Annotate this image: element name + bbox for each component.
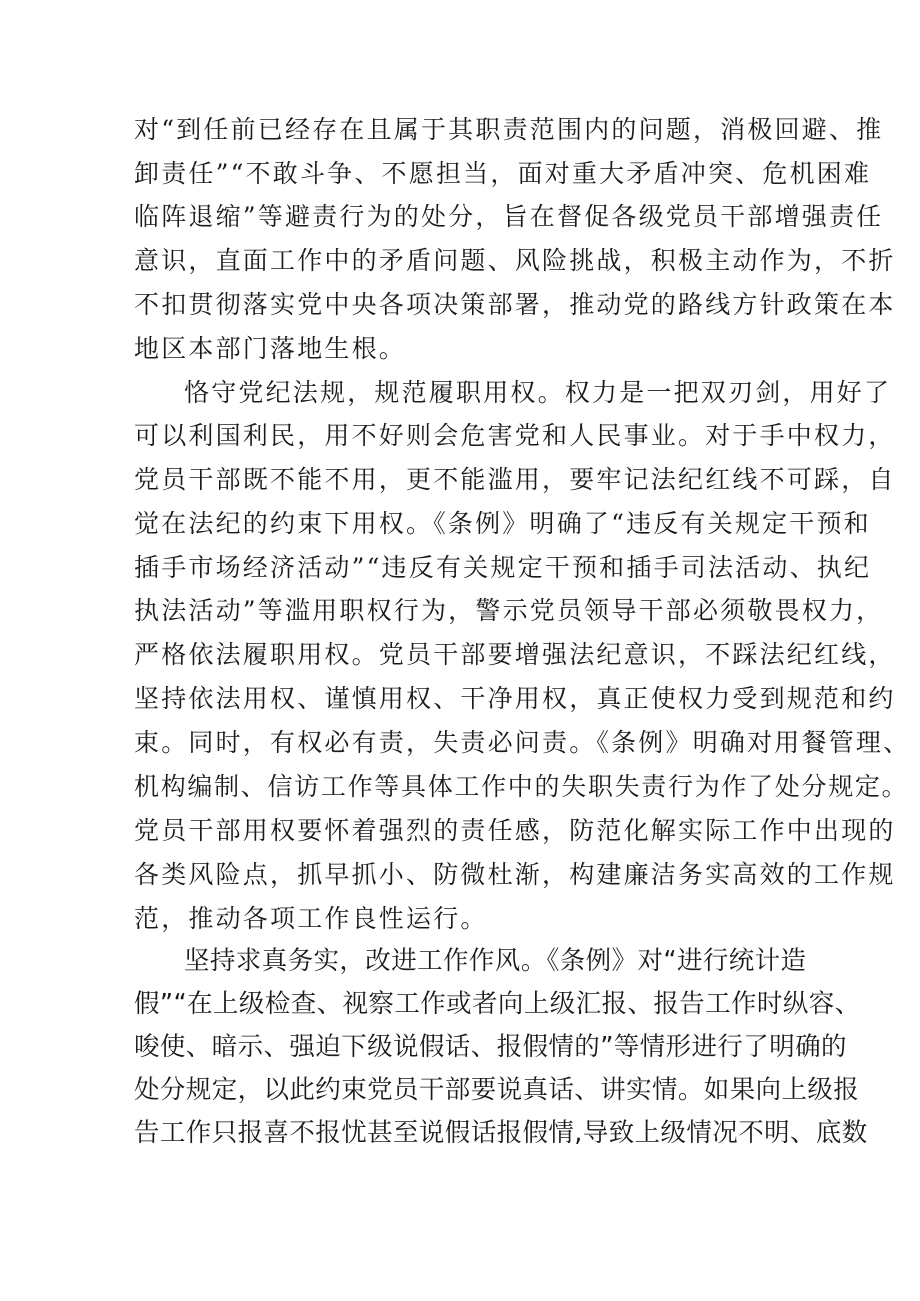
text-line: 觉在法纪的约束下用权。《条例》明确了“违反有关规定干预和 <box>134 509 871 538</box>
text-line: 插手市场经济活动”“违反有关规定干预和插手司法活动、执纪 <box>134 553 872 582</box>
text-line: 恪守党纪法规，规范履职用权。权力是一把双刃剑，用好了 <box>184 378 892 407</box>
text-line: 对“到任前已经存在且属于其职责范围内的问题，消极回避、推 <box>134 115 884 144</box>
text-line: 意识，直面工作中的矛盾问题、风险挑战，积极主动作为，不折 <box>134 246 896 275</box>
text-line: 不扣贯彻落实党中央各项决策部署，推动党的路线方针政策在本 <box>134 290 896 319</box>
text-line: 束。同时，有权必有责，失责必问责。《条例》明确对用餐管理、 <box>134 728 911 757</box>
text-line: 唆使、暗示、强迫下级说假话、报假情的”等情形进行了明确的 <box>134 1032 847 1062</box>
text-line: 党员干部用权要怀着强烈的责任感，防范化解实际工作中出现的 <box>134 816 896 845</box>
text-line: 严格依法履职用权。党员干部要增强法纪意识，不踩法纪红线， <box>134 640 896 669</box>
text-line: 地区本部门落地生根。 <box>134 334 407 363</box>
text-line: 卸责任”“不敢斗争、不愿担当，面对重大矛盾冲突、危机困难 <box>134 159 872 188</box>
text-line: 可以利国利民，用不好则会危害党和人民事业。对于手中权力， <box>134 421 896 450</box>
text-line: 坚持求真务实，改进工作作风。《条例》对“进行统计造 <box>184 946 807 976</box>
text-line: 告工作只报喜不报忧甚至说假话报假情,导致上级情况不明、底数 <box>134 1118 868 1148</box>
text-line: 党员干部既不能不用，更不能滥用，要牢记法纪红线不可踩，自 <box>134 465 896 494</box>
text-line: 临阵退缩”等避责行为的处分，旨在督促各级党员干部增强责任 <box>134 202 884 231</box>
text-line: 机构编制、信访工作等具体工作中的失职失责行为作了处分规定。 <box>134 772 909 801</box>
text-line: 假”“在上级检查、视察工作或者向上级汇报、报告工作时纵容、 <box>134 989 861 1019</box>
text-line: 坚持依法用权、谨慎用权、干净用权，真正使权力受到规范和约 <box>134 684 896 713</box>
text-line: 各类风险点，抓早抓小、防微杜渐，构建廉洁务实高效的工作规 <box>134 860 896 889</box>
text-line: 执法活动”等滥用职权行为，警示党员领导干部必须敬畏权力， <box>134 596 884 625</box>
text-line: 范，推动各项工作良性运行。 <box>134 904 488 933</box>
text-line: 处分规定，以此约束党员干部要说真话、讲实情。如果向上级报 <box>134 1075 860 1105</box>
